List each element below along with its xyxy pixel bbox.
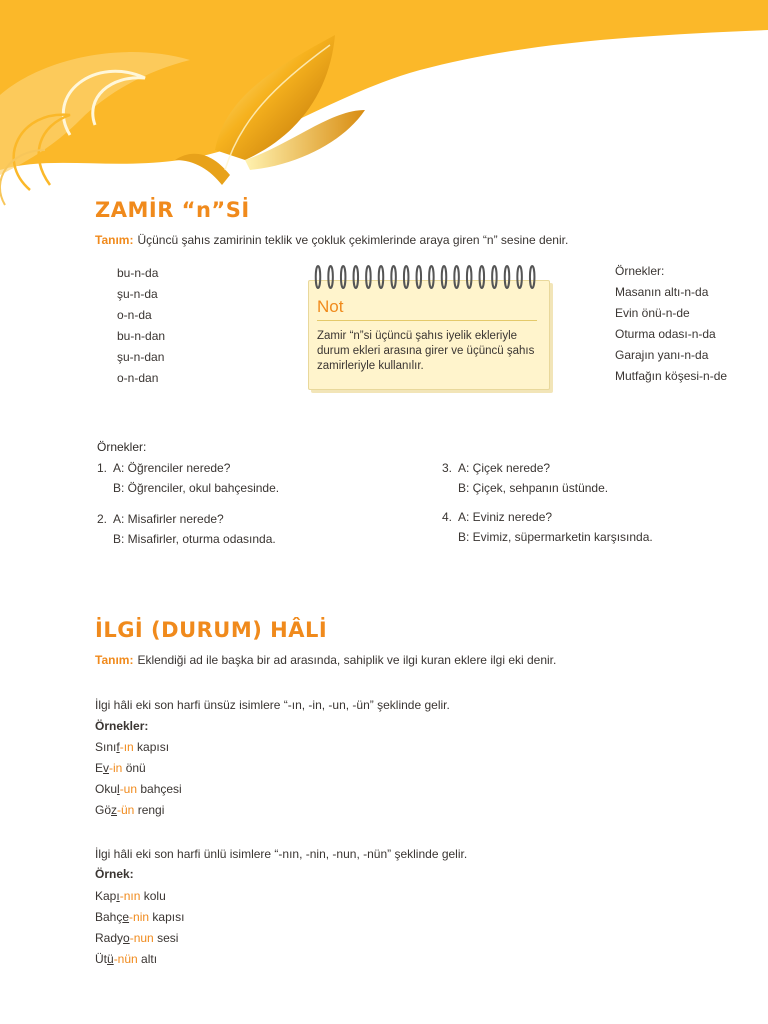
examples-title: Örnekler: xyxy=(97,440,147,454)
word-suffix: -nün xyxy=(113,952,138,966)
examples2-list xyxy=(95,886,184,970)
note-divider xyxy=(317,320,537,321)
list-item: Evin önü-n-de xyxy=(615,306,690,320)
dialog-number: 2. xyxy=(97,512,108,526)
spiral-ring xyxy=(341,266,346,288)
rule-consonant: İlgi hâli eki son harfi ünsüz isimlere “-ın, -in, -un, -ün” şeklinde gelir. xyxy=(95,698,450,712)
spiral-ring xyxy=(391,266,396,288)
note-text: Zamir “n”si üçüncü şahıs iyelik ekleriyle durum ekleri arasına girer ve üçüncü şahıs zamirleriyle kullanılır. xyxy=(317,330,535,372)
word-suffix: -nın xyxy=(119,889,141,903)
spiral-ring xyxy=(328,266,333,288)
word-last: ü xyxy=(107,952,114,966)
dialog-4 xyxy=(442,507,653,547)
list-item xyxy=(95,928,184,949)
word-suffix: -un xyxy=(119,782,138,796)
spiral-ring xyxy=(417,266,422,288)
word-last: l xyxy=(117,782,120,796)
dialog-1 xyxy=(97,458,279,498)
examples-right-title: Örnekler: xyxy=(615,264,665,278)
spiral-ring xyxy=(354,266,359,288)
list-item: Garajın yanı-n-da xyxy=(615,348,709,362)
list-item: o-n-dan xyxy=(117,371,159,385)
spiral-ring xyxy=(492,266,497,288)
dialog-question: A: Eviniz nerede? xyxy=(458,510,553,524)
word-suffix: -nun xyxy=(129,931,154,945)
word-stem: Üt xyxy=(95,952,107,966)
examples-right xyxy=(615,261,727,387)
spiral-ring xyxy=(366,266,371,288)
word-last: v xyxy=(103,761,110,775)
section-title-ilgi-hali: İLGİ (DURUM) HÂLİ xyxy=(95,618,328,642)
definition-text: Üçüncü şahıs zamirinin teklik ve çokluk çekimlerinde araya giren “n” sesine denir. xyxy=(137,233,569,247)
word-suffix: -ün xyxy=(117,803,135,817)
word-last: e xyxy=(122,910,130,924)
notebook-spiral-icon xyxy=(312,262,544,294)
list-item: Masanın altı-n-da xyxy=(615,285,709,299)
word-stem: Gö xyxy=(95,803,112,817)
dialog-number: 1. xyxy=(97,461,108,475)
spiral-ring xyxy=(316,266,321,288)
word-stem: Sını xyxy=(95,740,117,754)
word-rest: önü xyxy=(122,761,146,775)
word-stem: Rady xyxy=(95,931,124,945)
list-item: o-n-da xyxy=(117,308,152,322)
definition-ilgi-hali xyxy=(95,653,556,667)
word-rest: kapısı xyxy=(149,910,185,924)
spiral-ring xyxy=(505,266,510,288)
word-last: z xyxy=(111,803,118,817)
spiral-ring xyxy=(404,266,409,288)
dialog-number: 4. xyxy=(442,510,453,524)
word-rest: altı xyxy=(137,952,158,966)
list-item: bu-n-da xyxy=(117,266,159,280)
spiral-ring xyxy=(454,266,459,288)
dialog-question: A: Öğrenciler nerede? xyxy=(113,461,231,475)
note-card xyxy=(308,280,550,390)
list-item: şu-n-dan xyxy=(117,350,165,364)
dialog-question: A: Misafirler nerede? xyxy=(113,512,224,526)
spiral-ring xyxy=(379,266,384,288)
section-title-zamir-n: ZAMİR “n”Sİ xyxy=(95,198,250,222)
list-item xyxy=(95,949,184,970)
spiral-ring xyxy=(530,266,535,288)
examples1-title: Örnekler: xyxy=(95,719,149,733)
list-item xyxy=(95,779,182,800)
word-suffix: -ın xyxy=(119,740,134,754)
examples1-list xyxy=(95,737,182,821)
word-stem: Oku xyxy=(95,782,118,796)
spiral-ring xyxy=(480,266,485,288)
list-item xyxy=(95,800,182,821)
word-stem: Kap xyxy=(95,889,117,903)
definition-zamir-n xyxy=(95,233,568,247)
list-item xyxy=(95,886,184,907)
definition-label: Tanım: xyxy=(95,233,134,247)
note-title: Not xyxy=(317,297,344,316)
dialog-3 xyxy=(442,458,608,498)
word-last: f xyxy=(116,740,120,754)
word-rest: bahçesi xyxy=(137,782,182,796)
word-rest: rengi xyxy=(134,803,165,817)
word-rest: kolu xyxy=(140,889,166,903)
list-item xyxy=(95,737,182,758)
dialog-answer: B: Çiçek, sehpanın üstünde. xyxy=(458,481,609,495)
definition-label: Tanım: xyxy=(95,653,134,667)
dialog-2 xyxy=(97,509,276,549)
list-item: şu-n-da xyxy=(117,287,158,301)
spiral-ring xyxy=(467,266,472,288)
list-item: Mutfağın köşesi-n-de xyxy=(615,369,728,383)
word-suffix: -nin xyxy=(129,910,150,924)
spiral-ring xyxy=(517,266,522,288)
word-stem: Bahç xyxy=(95,910,123,924)
list-item xyxy=(95,758,182,779)
list-item: Oturma odası-n-da xyxy=(615,327,716,341)
word-last: o xyxy=(123,931,130,945)
dialog-answer: B: Öğrenciler, okul bahçesinde. xyxy=(113,481,280,495)
rule-vowel: İlgi hâli eki son harfi ünlü isimlere “-nın, -nin, -nun, -nün” şeklinde gelir. xyxy=(95,847,468,861)
word-rest: sesi xyxy=(153,931,179,945)
dialog-number: 3. xyxy=(442,461,453,475)
dialog-question: A: Çiçek nerede? xyxy=(458,461,551,475)
spiral-ring xyxy=(442,266,447,288)
word-stem: E xyxy=(95,761,104,775)
word-suffix: -in xyxy=(109,761,123,775)
dialog-answer: B: Misafirler, oturma odasında. xyxy=(113,532,276,546)
examples2-title: Örnek: xyxy=(95,867,134,881)
word-rest: kapısı xyxy=(133,740,170,754)
pronoun-list xyxy=(117,263,165,389)
list-item: bu-n-dan xyxy=(117,329,166,343)
header-banner-decoration xyxy=(0,0,768,230)
word-last: ı xyxy=(116,889,120,903)
spiral-ring xyxy=(429,266,434,288)
dialog-answer: B: Evimiz, süpermarketin karşısında. xyxy=(458,530,653,544)
definition-text: Eklendiği ad ile başka bir ad arasında, sahiplik ve ilgi kuran eklere ilgi eki denir. xyxy=(137,653,557,667)
list-item xyxy=(95,907,184,928)
